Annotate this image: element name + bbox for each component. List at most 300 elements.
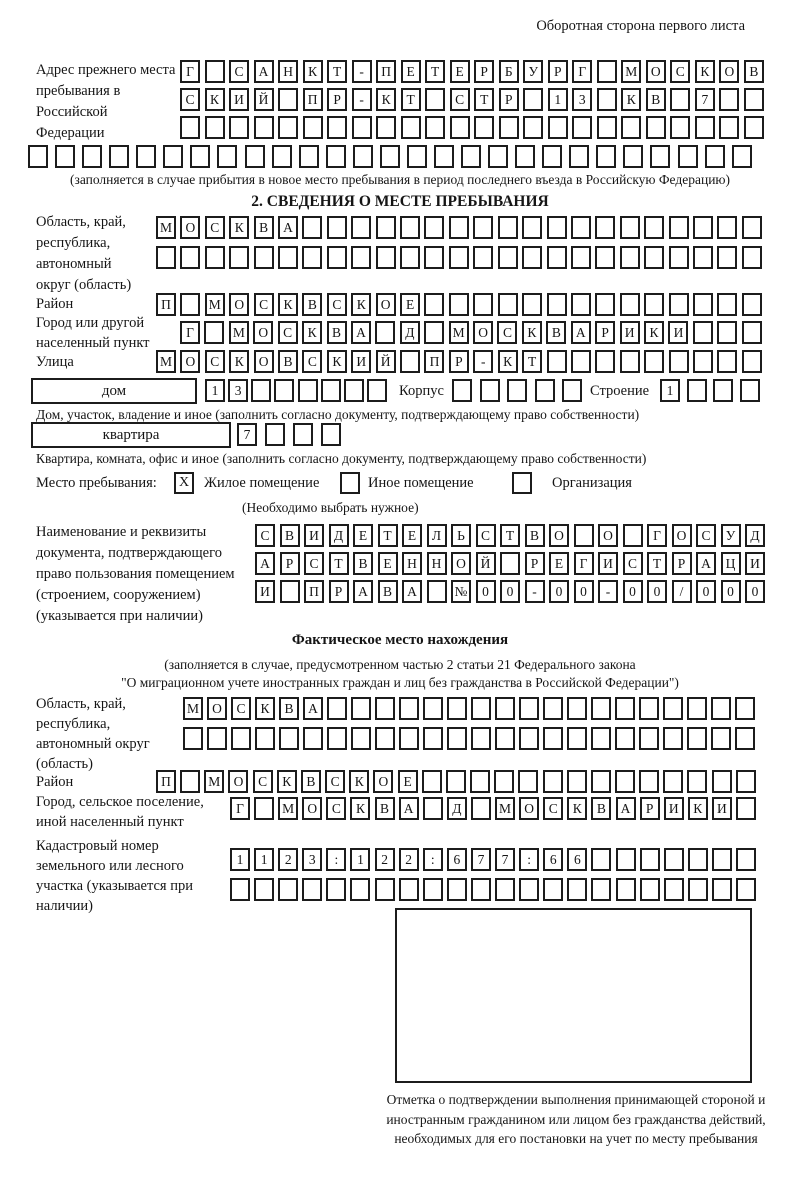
char-box[interactable]	[205, 116, 225, 139]
char-box[interactable]: Р	[499, 88, 519, 111]
char-box[interactable]	[425, 88, 445, 111]
char-box[interactable]	[470, 770, 490, 793]
char-box[interactable]	[265, 423, 285, 446]
char-box[interactable]: К	[567, 797, 587, 820]
char-box[interactable]	[735, 697, 755, 720]
char-box[interactable]: Д	[400, 321, 420, 344]
char-box[interactable]	[326, 878, 346, 901]
char-box[interactable]	[740, 379, 760, 402]
char-box[interactable]	[229, 246, 249, 269]
char-box[interactable]	[375, 727, 395, 750]
char-box[interactable]: С	[304, 552, 324, 575]
char-box[interactable]	[488, 145, 508, 168]
char-box[interactable]	[254, 797, 274, 820]
char-box[interactable]: Е	[450, 60, 470, 83]
char-box[interactable]	[180, 293, 200, 316]
char-box[interactable]: -	[525, 580, 545, 603]
char-box[interactable]	[717, 246, 737, 269]
char-box[interactable]	[245, 145, 265, 168]
char-box[interactable]: 6	[543, 848, 563, 871]
char-box[interactable]: 1	[660, 379, 680, 402]
char-box[interactable]	[190, 145, 210, 168]
char-box[interactable]	[567, 697, 587, 720]
char-box[interactable]	[644, 293, 664, 316]
char-box[interactable]	[562, 379, 582, 402]
char-box[interactable]: К	[255, 697, 275, 720]
char-box[interactable]: Ц	[721, 552, 741, 575]
char-box[interactable]	[400, 350, 420, 373]
char-box[interactable]	[663, 727, 683, 750]
char-box[interactable]	[567, 770, 587, 793]
char-box[interactable]	[736, 770, 756, 793]
char-box[interactable]	[401, 116, 421, 139]
char-box[interactable]: О	[302, 797, 322, 820]
char-box[interactable]: Ь	[451, 524, 471, 547]
char-box[interactable]	[712, 770, 732, 793]
char-box[interactable]	[423, 797, 443, 820]
char-box[interactable]	[251, 379, 271, 402]
char-box[interactable]: :	[423, 848, 443, 871]
char-box[interactable]	[321, 379, 341, 402]
char-box[interactable]	[507, 379, 527, 402]
char-box[interactable]: Р	[595, 321, 615, 344]
checkbox-organization[interactable]	[512, 472, 532, 494]
char-box[interactable]	[180, 246, 200, 269]
char-box[interactable]	[591, 770, 611, 793]
char-box[interactable]	[693, 321, 713, 344]
char-box[interactable]	[274, 379, 294, 402]
char-box[interactable]	[326, 145, 346, 168]
char-box[interactable]	[664, 848, 684, 871]
char-box[interactable]	[732, 145, 752, 168]
char-box[interactable]	[571, 216, 591, 239]
char-box[interactable]	[495, 697, 515, 720]
char-box[interactable]	[327, 727, 347, 750]
char-box[interactable]	[424, 216, 444, 239]
char-box[interactable]: Й	[476, 552, 496, 575]
char-box[interactable]: С	[543, 797, 563, 820]
char-box[interactable]: Г	[647, 524, 667, 547]
char-box[interactable]: 7	[695, 88, 715, 111]
char-box[interactable]: /	[672, 580, 692, 603]
char-box[interactable]: А	[696, 552, 716, 575]
char-box[interactable]	[663, 697, 683, 720]
char-box[interactable]: И	[620, 321, 640, 344]
char-box[interactable]: М	[278, 797, 298, 820]
char-box[interactable]: И	[598, 552, 618, 575]
char-box[interactable]	[735, 727, 755, 750]
char-box[interactable]	[543, 697, 563, 720]
char-box[interactable]: А	[571, 321, 591, 344]
char-box[interactable]: К	[621, 88, 641, 111]
char-box[interactable]: 3	[572, 88, 592, 111]
char-box[interactable]: 3	[302, 848, 322, 871]
char-box[interactable]	[591, 727, 611, 750]
char-box[interactable]	[449, 246, 469, 269]
char-box[interactable]: О	[253, 321, 273, 344]
char-box[interactable]: И	[304, 524, 324, 547]
char-box[interactable]	[591, 697, 611, 720]
char-box[interactable]	[471, 727, 491, 750]
char-box[interactable]: К	[229, 350, 249, 373]
char-box[interactable]: М	[183, 697, 203, 720]
char-box[interactable]	[639, 770, 659, 793]
char-box[interactable]	[449, 216, 469, 239]
char-box[interactable]	[447, 727, 467, 750]
char-box[interactable]: К	[350, 797, 370, 820]
char-box[interactable]: 7	[495, 848, 515, 871]
char-box[interactable]: И	[745, 552, 765, 575]
char-box[interactable]	[423, 727, 443, 750]
char-box[interactable]: О	[646, 60, 666, 83]
char-box[interactable]	[498, 216, 518, 239]
char-box[interactable]: -	[352, 60, 372, 83]
char-box[interactable]	[519, 878, 539, 901]
char-box[interactable]: 1	[205, 379, 225, 402]
char-box[interactable]	[375, 697, 395, 720]
char-box[interactable]: 0	[574, 580, 594, 603]
char-box[interactable]	[744, 88, 764, 111]
char-box[interactable]	[543, 727, 563, 750]
char-box[interactable]: Т	[401, 88, 421, 111]
char-box[interactable]: С	[231, 697, 251, 720]
char-box[interactable]	[446, 770, 466, 793]
char-box[interactable]	[303, 116, 323, 139]
char-box[interactable]: П	[376, 60, 396, 83]
char-box[interactable]: А	[303, 697, 323, 720]
char-box[interactable]: К	[278, 293, 298, 316]
char-box[interactable]	[424, 293, 444, 316]
char-box[interactable]: Л	[427, 524, 447, 547]
char-box[interactable]: С	[253, 770, 273, 793]
char-box[interactable]	[523, 88, 543, 111]
char-box[interactable]	[669, 293, 689, 316]
char-box[interactable]: О	[451, 552, 471, 575]
char-box[interactable]	[547, 293, 567, 316]
char-box[interactable]	[693, 350, 713, 373]
char-box[interactable]	[407, 145, 427, 168]
char-box[interactable]: Т	[500, 524, 520, 547]
char-box[interactable]	[452, 379, 472, 402]
char-box[interactable]	[620, 293, 640, 316]
char-box[interactable]	[180, 770, 200, 793]
char-box[interactable]	[82, 145, 102, 168]
char-box[interactable]: С	[254, 293, 274, 316]
char-box[interactable]: М	[621, 60, 641, 83]
char-box[interactable]	[163, 145, 183, 168]
char-box[interactable]: П	[304, 580, 324, 603]
char-box[interactable]	[567, 727, 587, 750]
char-box[interactable]: 2	[375, 848, 395, 871]
char-box[interactable]: 1	[230, 848, 250, 871]
char-box[interactable]: С	[326, 797, 346, 820]
char-box[interactable]	[670, 116, 690, 139]
char-box[interactable]	[327, 116, 347, 139]
char-box[interactable]: Р	[329, 580, 349, 603]
char-box[interactable]	[278, 246, 298, 269]
char-box[interactable]: Н	[278, 60, 298, 83]
char-box[interactable]: Г	[572, 60, 592, 83]
char-box[interactable]	[712, 848, 732, 871]
char-box[interactable]: Н	[402, 552, 422, 575]
char-box[interactable]: Т	[329, 552, 349, 575]
char-box[interactable]	[640, 878, 660, 901]
char-box[interactable]: В	[280, 524, 300, 547]
char-box[interactable]: В	[254, 216, 274, 239]
char-box[interactable]: Е	[398, 770, 418, 793]
char-box[interactable]: К	[644, 321, 664, 344]
char-box[interactable]: К	[303, 60, 323, 83]
checkbox-residential[interactable]: X	[174, 472, 194, 494]
char-box[interactable]	[254, 878, 274, 901]
char-box[interactable]	[254, 246, 274, 269]
char-box[interactable]: 6	[567, 848, 587, 871]
char-box[interactable]	[595, 246, 615, 269]
char-box[interactable]: В	[301, 770, 321, 793]
char-box[interactable]: М	[205, 293, 225, 316]
char-box[interactable]: С	[670, 60, 690, 83]
char-box[interactable]: В	[279, 697, 299, 720]
char-box[interactable]	[670, 88, 690, 111]
char-box[interactable]: 7	[237, 423, 257, 446]
char-box[interactable]	[376, 116, 396, 139]
char-box[interactable]	[350, 878, 370, 901]
char-box[interactable]	[615, 697, 635, 720]
char-box[interactable]	[204, 321, 224, 344]
char-box[interactable]	[518, 770, 538, 793]
char-box[interactable]	[742, 246, 762, 269]
char-box[interactable]: Т	[522, 350, 542, 373]
char-box[interactable]: М	[495, 797, 515, 820]
char-box[interactable]: П	[424, 350, 444, 373]
char-box[interactable]: Г	[574, 552, 594, 575]
char-box[interactable]	[375, 321, 395, 344]
char-box[interactable]: А	[616, 797, 636, 820]
char-box[interactable]: О	[549, 524, 569, 547]
char-box[interactable]	[717, 216, 737, 239]
char-box[interactable]	[495, 878, 515, 901]
char-box[interactable]	[616, 848, 636, 871]
char-box[interactable]	[543, 878, 563, 901]
char-box[interactable]	[351, 697, 371, 720]
char-box[interactable]: О	[598, 524, 618, 547]
char-box[interactable]	[713, 379, 733, 402]
char-box[interactable]: С	[327, 293, 347, 316]
char-box[interactable]: Р	[327, 88, 347, 111]
char-box[interactable]: С	[180, 88, 200, 111]
char-box[interactable]: С	[229, 60, 249, 83]
char-box[interactable]	[623, 145, 643, 168]
char-box[interactable]: 7	[471, 848, 491, 871]
char-box[interactable]: В	[525, 524, 545, 547]
char-box[interactable]: Й	[376, 350, 396, 373]
char-box[interactable]	[156, 246, 176, 269]
char-box[interactable]: К	[277, 770, 297, 793]
char-box[interactable]: К	[229, 216, 249, 239]
char-box[interactable]: М	[156, 350, 176, 373]
char-box[interactable]	[736, 878, 756, 901]
char-box[interactable]: Р	[672, 552, 692, 575]
char-box[interactable]: 2	[278, 848, 298, 871]
char-box[interactable]	[639, 697, 659, 720]
char-box[interactable]	[522, 216, 542, 239]
char-box[interactable]	[376, 216, 396, 239]
char-box[interactable]: В	[353, 552, 373, 575]
char-box[interactable]: Г	[230, 797, 250, 820]
char-box[interactable]: Т	[425, 60, 445, 83]
char-box[interactable]	[639, 727, 659, 750]
char-box[interactable]	[567, 878, 587, 901]
char-box[interactable]: 0	[476, 580, 496, 603]
char-box[interactable]: А	[351, 321, 371, 344]
char-box[interactable]	[351, 246, 371, 269]
char-box[interactable]: М	[204, 770, 224, 793]
char-box[interactable]	[742, 350, 762, 373]
char-box[interactable]	[687, 379, 707, 402]
char-box[interactable]	[278, 878, 298, 901]
char-box[interactable]: В	[302, 293, 322, 316]
char-box[interactable]: 6	[447, 848, 467, 871]
char-box[interactable]	[717, 350, 737, 373]
char-box[interactable]	[591, 848, 611, 871]
char-box[interactable]	[595, 350, 615, 373]
char-box[interactable]	[353, 145, 373, 168]
char-box[interactable]	[183, 727, 203, 750]
char-box[interactable]	[542, 145, 562, 168]
char-box[interactable]: Й	[254, 88, 274, 111]
char-box[interactable]	[449, 293, 469, 316]
char-box[interactable]	[400, 216, 420, 239]
char-box[interactable]	[500, 552, 520, 575]
char-box[interactable]	[644, 216, 664, 239]
char-box[interactable]: В	[591, 797, 611, 820]
char-box[interactable]	[597, 116, 617, 139]
char-box[interactable]	[434, 145, 454, 168]
char-box[interactable]: К	[498, 350, 518, 373]
char-box[interactable]	[136, 145, 156, 168]
char-box[interactable]	[380, 145, 400, 168]
char-box[interactable]	[471, 878, 491, 901]
char-box[interactable]	[480, 379, 500, 402]
char-box[interactable]: Р	[280, 552, 300, 575]
char-box[interactable]: В	[546, 321, 566, 344]
char-box[interactable]	[572, 116, 592, 139]
char-box[interactable]: Т	[327, 60, 347, 83]
char-box[interactable]	[695, 116, 715, 139]
char-box[interactable]	[705, 145, 725, 168]
char-box[interactable]: К	[349, 770, 369, 793]
char-box[interactable]: О	[180, 216, 200, 239]
char-box[interactable]: У	[721, 524, 741, 547]
char-box[interactable]: Т	[647, 552, 667, 575]
char-box[interactable]	[535, 379, 555, 402]
char-box[interactable]: 0	[745, 580, 765, 603]
char-box[interactable]: Е	[353, 524, 373, 547]
char-box[interactable]: О	[228, 770, 248, 793]
char-box[interactable]: Е	[400, 293, 420, 316]
char-box[interactable]	[327, 216, 347, 239]
char-box[interactable]: Р	[640, 797, 660, 820]
char-box[interactable]	[423, 697, 443, 720]
char-box[interactable]	[427, 580, 447, 603]
char-box[interactable]: А	[402, 580, 422, 603]
char-box[interactable]	[515, 145, 535, 168]
char-box[interactable]	[717, 293, 737, 316]
char-box[interactable]	[280, 580, 300, 603]
char-box[interactable]	[495, 727, 515, 750]
char-box[interactable]: О	[719, 60, 739, 83]
char-box[interactable]	[688, 848, 708, 871]
char-box[interactable]	[423, 878, 443, 901]
char-box[interactable]	[278, 88, 298, 111]
char-box[interactable]: 1	[254, 848, 274, 871]
char-box[interactable]	[321, 423, 341, 446]
char-box[interactable]	[620, 350, 640, 373]
char-box[interactable]	[620, 216, 640, 239]
char-box[interactable]: А	[353, 580, 373, 603]
char-box[interactable]: О	[519, 797, 539, 820]
char-box[interactable]	[255, 727, 275, 750]
char-box[interactable]: :	[326, 848, 346, 871]
char-box[interactable]	[254, 116, 274, 139]
char-box[interactable]: А	[254, 60, 274, 83]
char-box[interactable]	[596, 145, 616, 168]
char-box[interactable]: В	[744, 60, 764, 83]
char-box[interactable]: К	[351, 293, 371, 316]
char-box[interactable]: С	[255, 524, 275, 547]
char-box[interactable]: Р	[548, 60, 568, 83]
char-box[interactable]: О	[180, 350, 200, 373]
char-box[interactable]	[298, 379, 318, 402]
char-box[interactable]	[742, 216, 762, 239]
char-box[interactable]	[664, 878, 684, 901]
char-box[interactable]: В	[278, 350, 298, 373]
char-box[interactable]	[591, 878, 611, 901]
char-box[interactable]: -	[598, 580, 618, 603]
char-box[interactable]	[744, 116, 764, 139]
char-box[interactable]	[399, 878, 419, 901]
char-box[interactable]: Е	[378, 552, 398, 575]
char-box[interactable]	[499, 116, 519, 139]
char-box[interactable]	[669, 246, 689, 269]
char-box[interactable]	[109, 145, 129, 168]
char-box[interactable]: 0	[549, 580, 569, 603]
char-box[interactable]	[687, 727, 707, 750]
char-box[interactable]	[678, 145, 698, 168]
char-box[interactable]: В	[327, 321, 347, 344]
char-box[interactable]	[547, 246, 567, 269]
char-box[interactable]	[473, 293, 493, 316]
char-box[interactable]	[597, 88, 617, 111]
char-box[interactable]	[742, 293, 762, 316]
char-box[interactable]	[736, 848, 756, 871]
char-box[interactable]: О	[376, 293, 396, 316]
char-box[interactable]	[351, 727, 371, 750]
char-box[interactable]: №	[451, 580, 471, 603]
char-box[interactable]: Д	[329, 524, 349, 547]
char-box[interactable]	[711, 697, 731, 720]
char-box[interactable]	[400, 246, 420, 269]
char-box[interactable]	[425, 116, 445, 139]
char-box[interactable]: С	[205, 350, 225, 373]
char-box[interactable]	[498, 293, 518, 316]
char-box[interactable]	[422, 770, 442, 793]
char-box[interactable]	[272, 145, 292, 168]
char-box[interactable]	[646, 116, 666, 139]
char-box[interactable]: 0	[500, 580, 520, 603]
char-box[interactable]	[205, 246, 225, 269]
char-box[interactable]	[447, 878, 467, 901]
